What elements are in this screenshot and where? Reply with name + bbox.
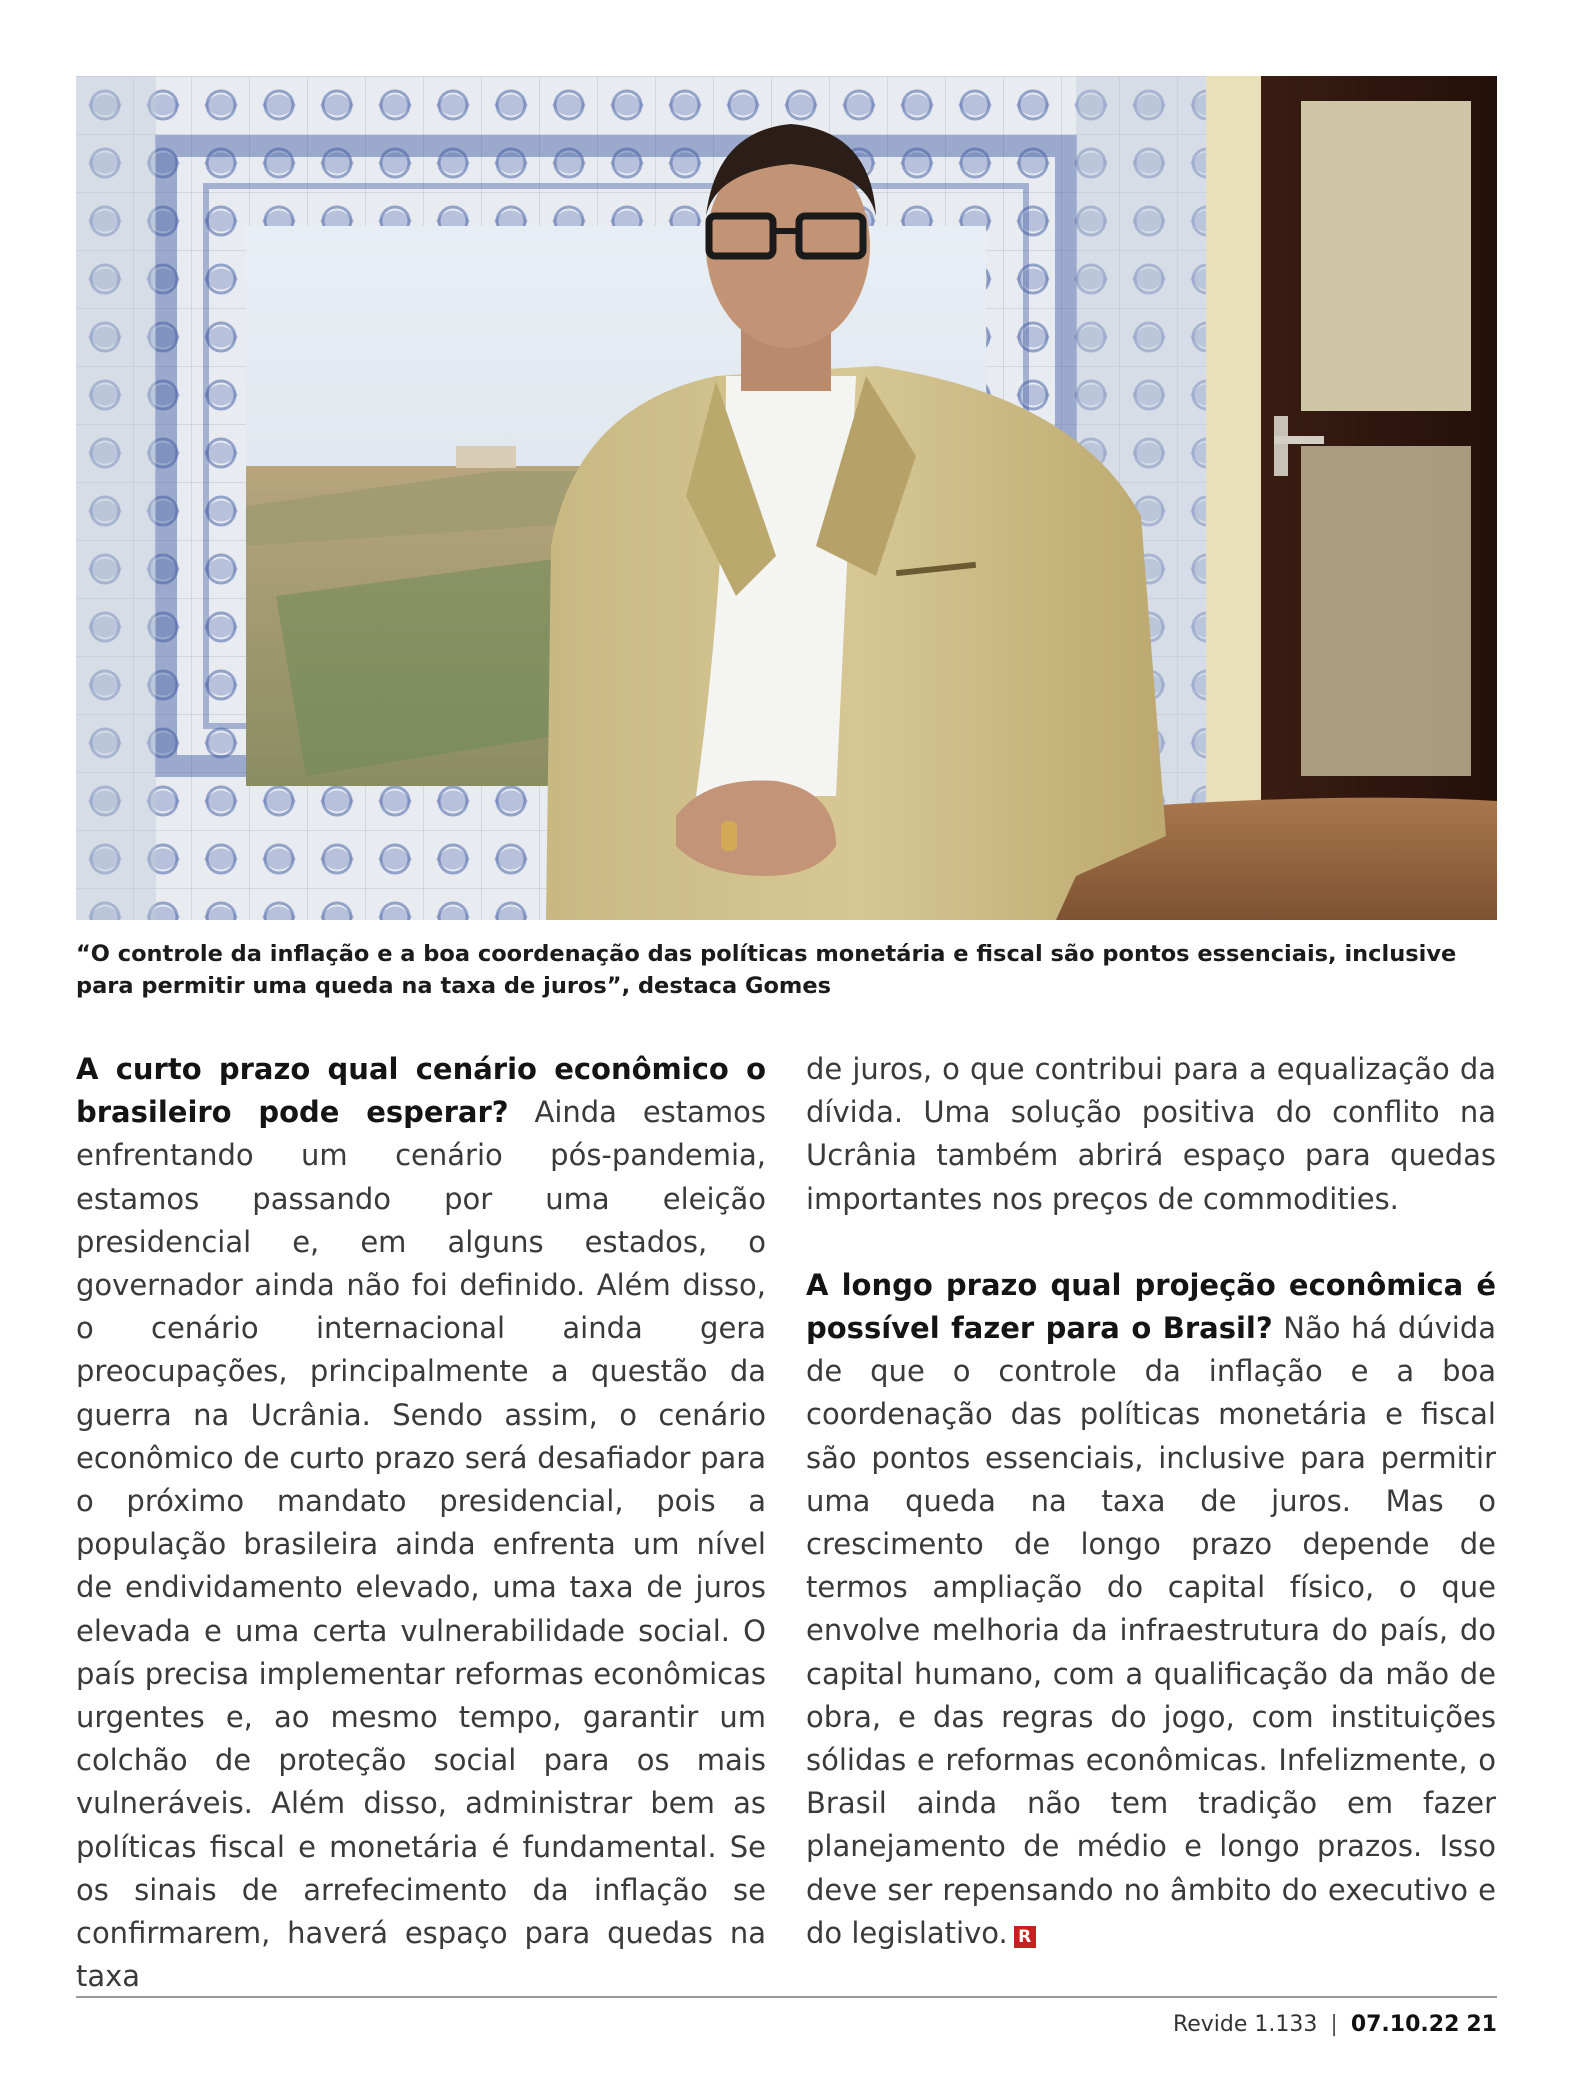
interview-block-short-term <box>76 1048 766 1998</box>
photo-caption: “O controle da inflação e a boa coordenação das políticas monetária e fiscal são pontos essenciais, inclusive para permitir uma queda na taxa de juros”, destaca Gomes <box>76 941 1457 999</box>
article-photo <box>76 76 1497 920</box>
page-number: 21 <box>1466 2012 1497 2037</box>
issue-date: 07.10.22 <box>1350 2012 1460 2037</box>
publication-issue: Revide 1.133 <box>1172 2012 1318 2037</box>
footer-separator: | <box>1330 2012 1338 2037</box>
interview-block-long-term <box>806 1264 1496 1955</box>
end-of-article-icon: R <box>1014 1926 1036 1948</box>
answer-continuation: de juros, o que contribui para a equalização da dívida. Uma solução positiva do conflito na Ucrânia também abrirá espaço para quedas importantes nos preços de commodities. <box>806 1052 1496 1216</box>
interview-question: A longo prazo qual projeção econômica é possível fazer para o Brasil? <box>806 1267 1496 1346</box>
page-footer <box>1173 2012 1497 2037</box>
footer-divider <box>76 1996 1497 1998</box>
right-column <box>806 1048 1496 1955</box>
interview-answer: Ainda estamos enfrentando um cenário pós-pandemia, estamos passando por uma eleição presidencial e, em alguns estados, o governador ainda não foi definido. Além disso, o cenário internacional ainda gera preocupações, principalmente a questão da guerra na Ucrânia. Sendo assim, o cenário econômico de curto prazo será desafiador para o próximo mandato presidencial, pois a população brasileira ainda enfrenta um nível de endividamento elevado, uma taxa de juros elevada e uma certa vulnerabilidade social. O país precisa implementar reformas econômicas urgentes e, ao mesmo tempo, garantir um colchão de proteção social para os mais vulneráveis. Além disso, administrar bem as políticas fiscal e monetária é fundamental. Se os sinais de arrefecimento da inflação se confirmarem, haverá espaço para quedas na taxa <box>76 1095 767 1994</box>
left-column <box>76 1048 766 1998</box>
interview-question: A curto prazo qual cenário econômico o brasileiro pode esperar? <box>76 1052 766 1130</box>
portrait-photo-icon <box>76 76 1497 920</box>
interview-answer: Não há dúvida de que o controle da inflação e a boa coordenação das políticas monetária e fiscal são pontos essenciais, inclusive para permitir uma queda na taxa de juros. Mas o crescimento de longo prazo depende de termos ampliação do capital físico, o que envolve melhoria da infraestrutura do país, do capital humano, com a qualificação da mão de obra, e das regras do jogo, com instituições sólidas e reformas econômicas. Infelizmente, o Brasil ainda não tem tradição em fazer planejamento de médio e longo prazos. Isso deve ser repensando no âmbito do executivo e do legislativo. <box>806 1311 1497 1950</box>
